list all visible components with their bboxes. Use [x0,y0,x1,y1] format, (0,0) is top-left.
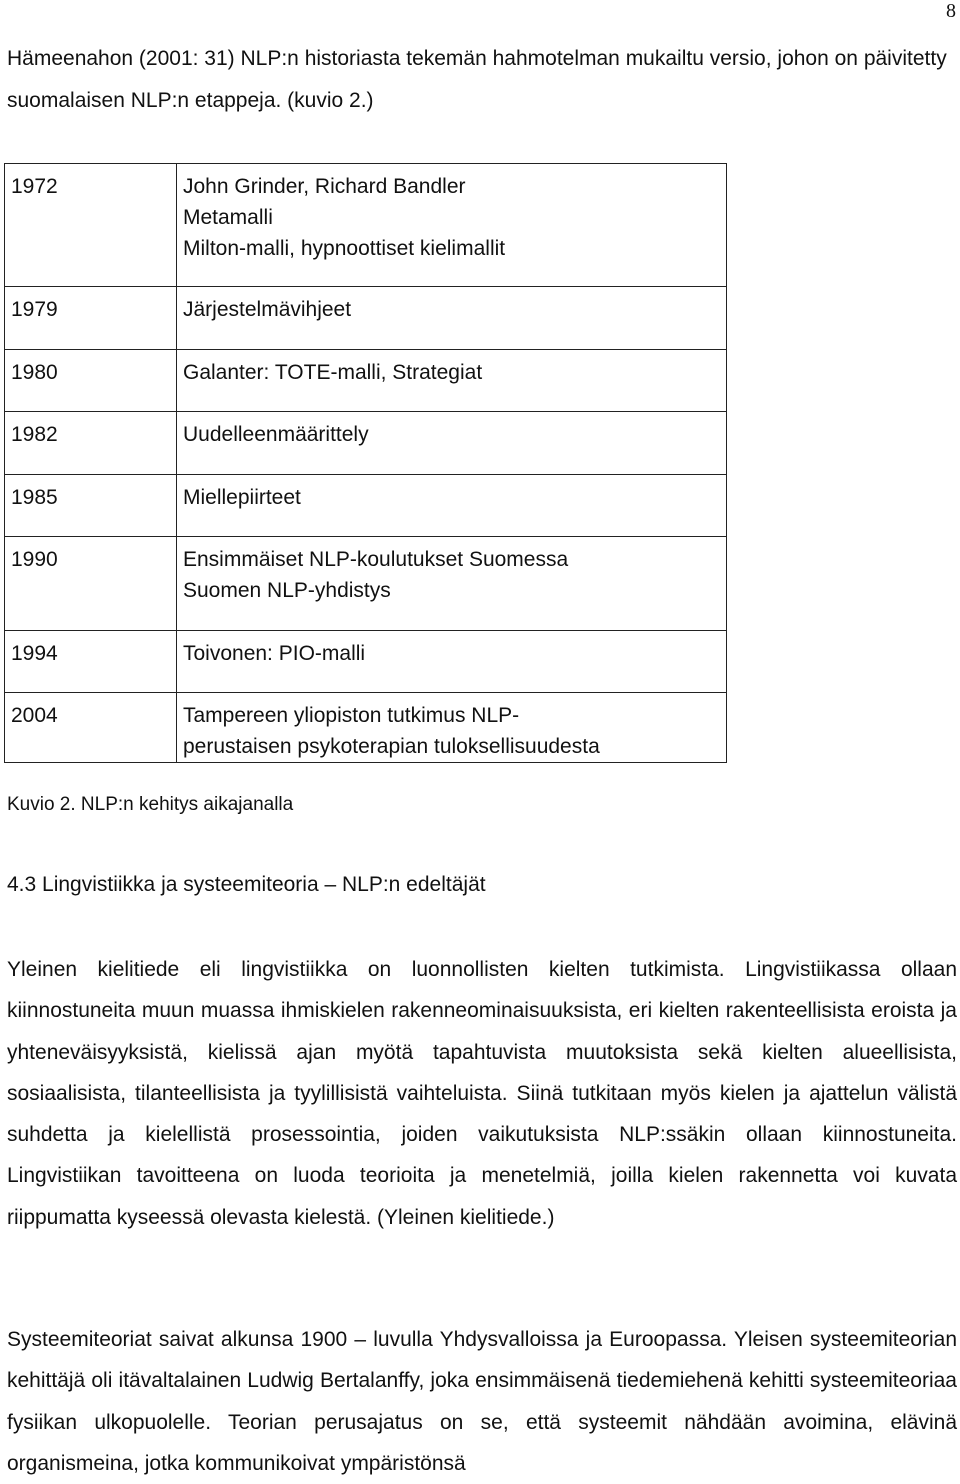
event-cell [177,693,727,763]
table-row [5,287,727,350]
event-line: perustaisen psykoterapian tuloksellisuudesta [183,735,600,758]
event-cell [177,475,727,537]
event-line: Tampereen yliopiston tutkimus NLP- [183,704,520,727]
year-cell: 1980 [5,350,177,412]
event-line: Järjestelmävihjeet [183,298,352,321]
timeline-table [4,163,727,763]
page-number: 8 [946,0,956,22]
event-cell [177,287,727,350]
event-line: Galanter: TOTE-malli, Strategiat [183,361,483,384]
table-row [5,693,727,763]
section-heading: 4.3 Lingvistiikka ja systeemiteoria – NLP:n edeltäjät [7,873,486,896]
body-paragraph: Systeemiteoriat saivat alkunsa 1900 – luvulla Yhdysvalloissa ja Euroopassa. Yleisen systeemiteorian kehittäjä oli itävaltalainen Ludwig Bertalanffy, joka ensimmäisenä tiedemiehenä kehitti systeemiteoriaa fysiikan ulkopuolelle. Teorian perusajatus on se, että systeemit nähdään avoimina, elävinä organismeina, jotka kommunikoivat ympäristönsä [7,1328,957,1475]
table-row [5,350,727,412]
table-row [5,164,727,287]
year-cell: 1979 [5,287,177,350]
table-row [5,412,727,475]
year-cell: 1982 [5,412,177,475]
intro-paragraph: Hämeenahon (2001: 31) NLP:n historiasta tekemän hahmotelman mukailtu versio, johon on päivitetty suomalaisen NLP:n etappeja. (kuvio 2.) [7,47,947,112]
table-row [5,475,727,537]
event-cell [177,631,727,693]
table-row [5,537,727,631]
year-cell: 1990 [5,537,177,631]
event-cell [177,412,727,475]
event-line: Metamalli [183,206,273,229]
year-cell: 1985 [5,475,177,537]
figure-caption: Kuvio 2. NLP:n kehitys aikajanalla [7,794,294,815]
event-line: Uudelleenmäärittely [183,423,369,446]
event-line: Suomen NLP-yhdistys [183,579,391,602]
year-cell: 1994 [5,631,177,693]
year-cell: 1972 [5,164,177,287]
event-line: Toivonen: PIO-malli [183,642,366,665]
body-paragraph: Yleinen kielitiede eli lingvistiikka on luonnollisten kielten tutkimista. Lingvistiikassa ollaan kiinnostuneita muun muassa ihmiskielen rakenneominaisuuksista, eri kielten rakenteellisista eroista ja yhteneväisyyksistä, kielissä ajan myötä tapahtuvista muutoksista sekä kielten alueellisista, sosiaalisista, tilanteellisista ja tyylillisistä vaihteluista. Siinä tutkitaan myös kielen ja ajattelun välistä suhdetta ja kielellistä prosessointia, joiden vaikutuksista NLP:ssäkin ollaan kiinnostuneita. Lingvistiikan tavoitteena on luoda teorioita ja menetelmiä, joilla kielen rakennetta voi kuvata riippumatta kyseessä olevasta kielestä. (Yleinen kielitiede.) [7,958,957,1229]
event-cell [177,537,727,631]
event-cell [177,350,727,412]
event-line: Milton-malli, hypnoottiset kielimallit [183,237,506,260]
event-line: Ensimmäiset NLP-koulutukset Suomessa [183,548,569,571]
year-cell: 2004 [5,693,177,763]
event-line: Miellepiirteet [183,486,301,509]
event-line: John Grinder, Richard Bandler [183,175,466,198]
table-row [5,631,727,693]
event-cell [177,164,727,287]
